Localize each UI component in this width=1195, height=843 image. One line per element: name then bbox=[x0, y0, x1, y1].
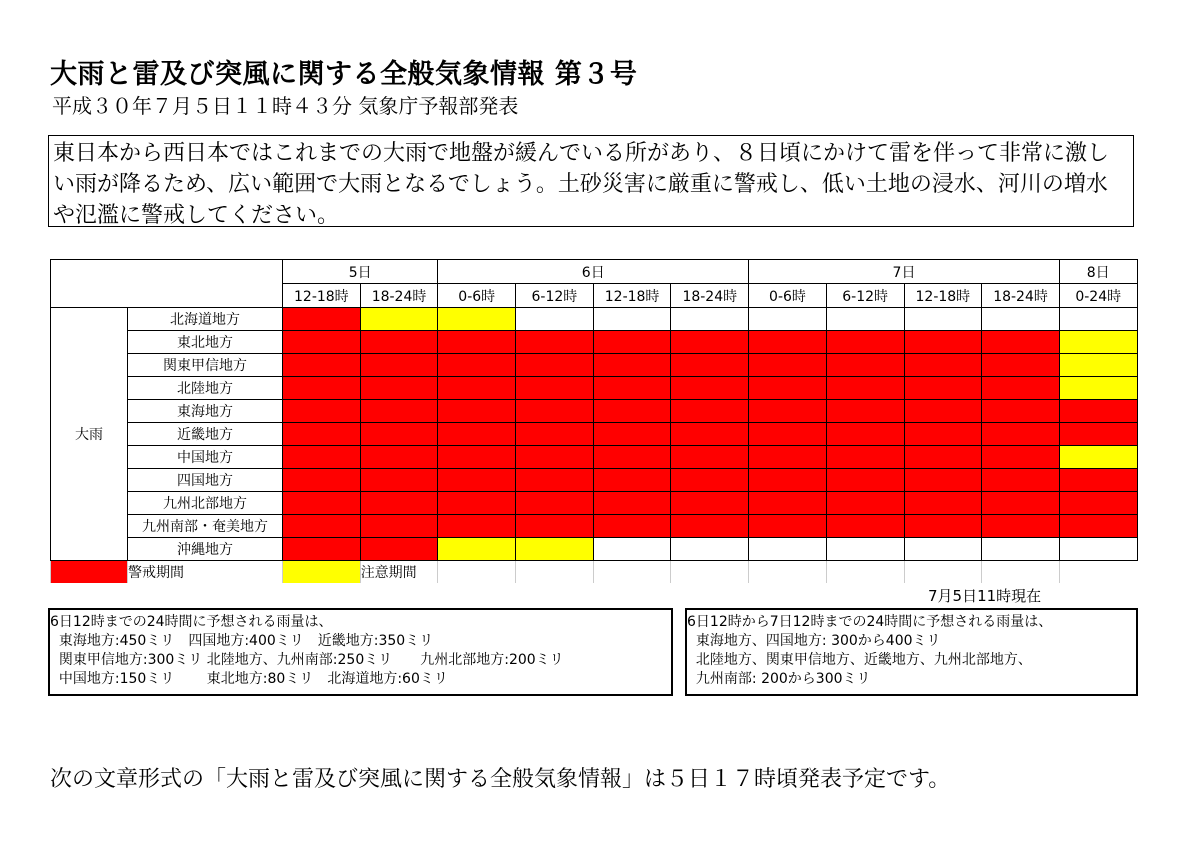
warning-level-cell bbox=[283, 515, 361, 538]
warning-level-cell bbox=[982, 538, 1060, 561]
warning-level-cell bbox=[671, 538, 749, 561]
legend-empty-cell bbox=[438, 561, 516, 584]
warning-level-cell bbox=[826, 469, 904, 492]
warning-level-cell bbox=[904, 377, 982, 400]
warning-level-cell bbox=[360, 515, 438, 538]
warning-level-cell bbox=[516, 308, 594, 331]
warning-level-cell bbox=[1059, 377, 1137, 400]
rainfall-24h-line: 6日12時までの24時間に予想される雨量は、 bbox=[50, 614, 333, 630]
warning-level-cell bbox=[749, 538, 827, 561]
region-row bbox=[51, 377, 1138, 400]
warning-level-cell bbox=[904, 308, 982, 331]
warning-level-cell bbox=[283, 354, 361, 377]
region-label: 東北地方 bbox=[128, 331, 283, 354]
footer-note: 次の文章形式の「大雨と雷及び突風に関する全般気象情報」は５日１７時頃発表予定です。 bbox=[50, 767, 951, 792]
warning-level-cell bbox=[438, 446, 516, 469]
region-row bbox=[51, 515, 1138, 538]
warning-level-cell bbox=[749, 354, 827, 377]
warning-level-cell bbox=[982, 492, 1060, 515]
warning-level-cell bbox=[360, 469, 438, 492]
warning-level-cell bbox=[516, 492, 594, 515]
warning-level-cell bbox=[671, 492, 749, 515]
period-header: 0-6時 bbox=[749, 284, 827, 308]
warning-level-cell bbox=[904, 354, 982, 377]
warning-level-cell bbox=[671, 308, 749, 331]
warning-level-cell bbox=[360, 492, 438, 515]
warning-level-cell bbox=[360, 354, 438, 377]
warning-level-cell bbox=[438, 538, 516, 561]
warning-level-cell bbox=[360, 331, 438, 354]
warning-level-cell bbox=[283, 469, 361, 492]
region-label: 北海道地方 bbox=[128, 308, 283, 331]
warning-level-cell bbox=[593, 331, 671, 354]
warning-level-cell bbox=[593, 423, 671, 446]
page-title: 大雨と雷及び突風に関する全般気象情報 第３号 bbox=[50, 59, 638, 90]
warning-level-cell bbox=[283, 538, 361, 561]
region-label: 東海地方 bbox=[128, 400, 283, 423]
region-label: 北陸地方 bbox=[128, 377, 283, 400]
warning-level-cell bbox=[982, 331, 1060, 354]
warning-level-cell bbox=[671, 515, 749, 538]
warning-level-cell bbox=[749, 377, 827, 400]
warning-level-cell bbox=[671, 377, 749, 400]
rainfall-next24h-box bbox=[685, 608, 1138, 696]
warning-level-cell bbox=[1059, 331, 1137, 354]
warning-level-cell bbox=[438, 515, 516, 538]
issued-line: 平成３０年７月５日１１時４３分 気象庁予報部発表 bbox=[52, 94, 519, 118]
warning-level-cell bbox=[438, 492, 516, 515]
region-row bbox=[51, 400, 1138, 423]
warning-level-cell bbox=[982, 400, 1060, 423]
warning-level-cell bbox=[360, 377, 438, 400]
warning-level-cell bbox=[516, 423, 594, 446]
warning-level-cell bbox=[516, 377, 594, 400]
region-row bbox=[51, 446, 1138, 469]
warning-level-cell bbox=[826, 446, 904, 469]
period-header: 6-12時 bbox=[516, 284, 594, 308]
corner-cell bbox=[51, 260, 283, 308]
warning-level-cell bbox=[749, 308, 827, 331]
period-header: 12-18時 bbox=[593, 284, 671, 308]
warning-level-cell bbox=[1059, 400, 1137, 423]
warning-level-cell bbox=[982, 354, 1060, 377]
region-label: 九州南部・奄美地方 bbox=[128, 515, 283, 538]
warning-level-cell bbox=[1059, 446, 1137, 469]
warning-level-cell bbox=[593, 308, 671, 331]
legend-swatch-warning bbox=[51, 561, 128, 584]
warning-level-cell bbox=[1059, 515, 1137, 538]
warning-level-cell bbox=[516, 515, 594, 538]
region-row bbox=[51, 308, 1138, 331]
warning-level-cell bbox=[671, 354, 749, 377]
warning-level-cell bbox=[516, 354, 594, 377]
rainfall-24h-line: 関東甲信地方:300ミリ 北陸地方、九州南部:250ミリ 九州北部地方:200ミリ bbox=[50, 652, 564, 668]
warning-level-cell bbox=[593, 515, 671, 538]
warning-level-cell bbox=[671, 469, 749, 492]
rainfall-next24h-line: 九州南部: 200から300ミリ bbox=[687, 671, 871, 687]
rainfall-next24h-line: 北陸地方、関東甲信地方、近畿地方、九州北部地方、 bbox=[687, 652, 1032, 668]
forecast-table bbox=[50, 259, 1138, 583]
region-label: 中国地方 bbox=[128, 446, 283, 469]
warning-level-cell bbox=[826, 492, 904, 515]
legend-empty-cell bbox=[593, 561, 671, 584]
warning-level-cell bbox=[593, 354, 671, 377]
legend-empty-cell bbox=[516, 561, 594, 584]
warning-level-cell bbox=[438, 469, 516, 492]
legend-empty-cell bbox=[904, 561, 982, 584]
warning-level-cell bbox=[671, 331, 749, 354]
period-header: 18-24時 bbox=[671, 284, 749, 308]
warning-level-cell bbox=[360, 538, 438, 561]
warning-level-cell bbox=[516, 469, 594, 492]
warning-level-cell bbox=[826, 515, 904, 538]
region-row bbox=[51, 331, 1138, 354]
warning-level-cell bbox=[749, 515, 827, 538]
warning-level-cell bbox=[283, 446, 361, 469]
category-label: 大雨 bbox=[51, 308, 128, 561]
warning-level-cell bbox=[283, 400, 361, 423]
warning-level-cell bbox=[982, 469, 1060, 492]
warning-level-cell bbox=[1059, 423, 1137, 446]
warning-level-cell bbox=[904, 400, 982, 423]
warning-level-cell bbox=[982, 308, 1060, 331]
legend-empty-cell bbox=[749, 561, 827, 584]
warning-level-cell bbox=[826, 331, 904, 354]
period-header: 0-24時 bbox=[1059, 284, 1137, 308]
period-header: 0-6時 bbox=[438, 284, 516, 308]
warning-level-cell bbox=[904, 331, 982, 354]
warning-level-cell bbox=[283, 377, 361, 400]
warning-level-cell bbox=[826, 538, 904, 561]
warning-level-cell bbox=[516, 446, 594, 469]
warning-level-cell bbox=[826, 308, 904, 331]
warning-level-cell bbox=[826, 377, 904, 400]
warning-level-cell bbox=[904, 423, 982, 446]
warning-level-cell bbox=[516, 538, 594, 561]
warning-level-cell bbox=[749, 492, 827, 515]
warning-level-cell bbox=[1059, 354, 1137, 377]
region-label: 関東甲信地方 bbox=[128, 354, 283, 377]
warning-level-cell bbox=[982, 423, 1060, 446]
warning-level-cell bbox=[904, 515, 982, 538]
warning-level-cell bbox=[1059, 308, 1137, 331]
legend-swatch-caution bbox=[283, 561, 361, 584]
warning-level-cell bbox=[360, 308, 438, 331]
warning-level-cell bbox=[671, 400, 749, 423]
warning-level-cell bbox=[438, 354, 516, 377]
rainfall-24h-line: 中国地方:150ミリ 東北地方:80ミリ 北海道地方:60ミリ bbox=[50, 671, 448, 687]
warning-level-cell bbox=[904, 469, 982, 492]
warning-level-cell bbox=[671, 423, 749, 446]
rainfall-24h-box bbox=[48, 608, 673, 696]
warning-level-cell bbox=[904, 492, 982, 515]
region-label: 沖縄地方 bbox=[128, 538, 283, 561]
warning-level-cell bbox=[749, 469, 827, 492]
period-header: 6-12時 bbox=[826, 284, 904, 308]
warning-level-cell bbox=[593, 538, 671, 561]
day-header: 6日 bbox=[438, 260, 749, 284]
warning-level-cell bbox=[749, 331, 827, 354]
warning-level-cell bbox=[593, 446, 671, 469]
warning-level-cell bbox=[826, 423, 904, 446]
warning-level-cell bbox=[438, 423, 516, 446]
warning-level-cell bbox=[360, 423, 438, 446]
warning-level-cell bbox=[516, 331, 594, 354]
day-header: 7日 bbox=[749, 260, 1060, 284]
rainfall-next24h-line: 6日12時から7日12時までの24時間に予想される雨量は、 bbox=[687, 614, 1053, 630]
warning-level-cell bbox=[671, 446, 749, 469]
warning-level-cell bbox=[283, 423, 361, 446]
warning-level-cell bbox=[749, 423, 827, 446]
day-header: 5日 bbox=[283, 260, 438, 284]
warning-level-cell bbox=[283, 331, 361, 354]
warning-level-cell bbox=[283, 308, 361, 331]
warning-level-cell bbox=[749, 446, 827, 469]
rainfall-next24h-line: 東海地方、四国地方: 300から400ミリ bbox=[687, 633, 941, 649]
warning-level-cell bbox=[826, 354, 904, 377]
period-header: 18-24時 bbox=[360, 284, 438, 308]
summary-box: 東日本から西日本ではこれまでの大雨で地盤が緩んでいる所があり、８日頃にかけて雷を伴って非常に激しい雨が降るため、広い範囲で大雨となるでしょう。土砂災害に厳重に警戒し、低い土地の浸水、河川の増水や氾濫に警戒してください。 bbox=[48, 135, 1134, 227]
warning-level-cell bbox=[982, 446, 1060, 469]
warning-level-cell bbox=[438, 400, 516, 423]
as-of-label: 7月5日11時現在 bbox=[928, 587, 1042, 605]
warning-level-cell bbox=[593, 377, 671, 400]
region-row bbox=[51, 423, 1138, 446]
warning-level-cell bbox=[283, 492, 361, 515]
warning-level-cell bbox=[1059, 469, 1137, 492]
warning-level-cell bbox=[904, 538, 982, 561]
warning-level-cell bbox=[1059, 538, 1137, 561]
warning-level-cell bbox=[982, 515, 1060, 538]
region-row bbox=[51, 469, 1138, 492]
warning-level-cell bbox=[593, 400, 671, 423]
warning-level-cell bbox=[360, 446, 438, 469]
legend-empty-cell bbox=[826, 561, 904, 584]
warning-level-cell bbox=[982, 377, 1060, 400]
period-header: 18-24時 bbox=[982, 284, 1060, 308]
warning-level-cell bbox=[360, 400, 438, 423]
warning-level-cell bbox=[438, 377, 516, 400]
legend-empty-cell bbox=[982, 561, 1060, 584]
region-label: 四国地方 bbox=[128, 469, 283, 492]
region-row bbox=[51, 354, 1138, 377]
warning-level-cell bbox=[593, 469, 671, 492]
warning-level-cell bbox=[438, 331, 516, 354]
region-row bbox=[51, 538, 1138, 561]
legend-empty-cell bbox=[671, 561, 749, 584]
warning-level-cell bbox=[438, 308, 516, 331]
rainfall-24h-line: 東海地方:450ミリ 四国地方:400ミリ 近畿地方:350ミリ bbox=[50, 633, 434, 649]
period-header: 12-18時 bbox=[904, 284, 982, 308]
forecast-grid bbox=[50, 259, 1138, 583]
warning-level-cell bbox=[904, 446, 982, 469]
period-header: 12-18時 bbox=[283, 284, 361, 308]
region-label: 近畿地方 bbox=[128, 423, 283, 446]
day-header: 8日 bbox=[1059, 260, 1137, 284]
warning-level-cell bbox=[826, 400, 904, 423]
legend-empty-cell bbox=[1059, 561, 1137, 584]
region-label: 九州北部地方 bbox=[128, 492, 283, 515]
warning-level-cell bbox=[749, 400, 827, 423]
region-row bbox=[51, 492, 1138, 515]
warning-level-cell bbox=[516, 400, 594, 423]
legend-label-warning: 警戒期間 bbox=[128, 561, 283, 584]
warning-level-cell bbox=[1059, 492, 1137, 515]
legend-label-caution: 注意期間 bbox=[360, 561, 438, 584]
warning-level-cell bbox=[593, 492, 671, 515]
